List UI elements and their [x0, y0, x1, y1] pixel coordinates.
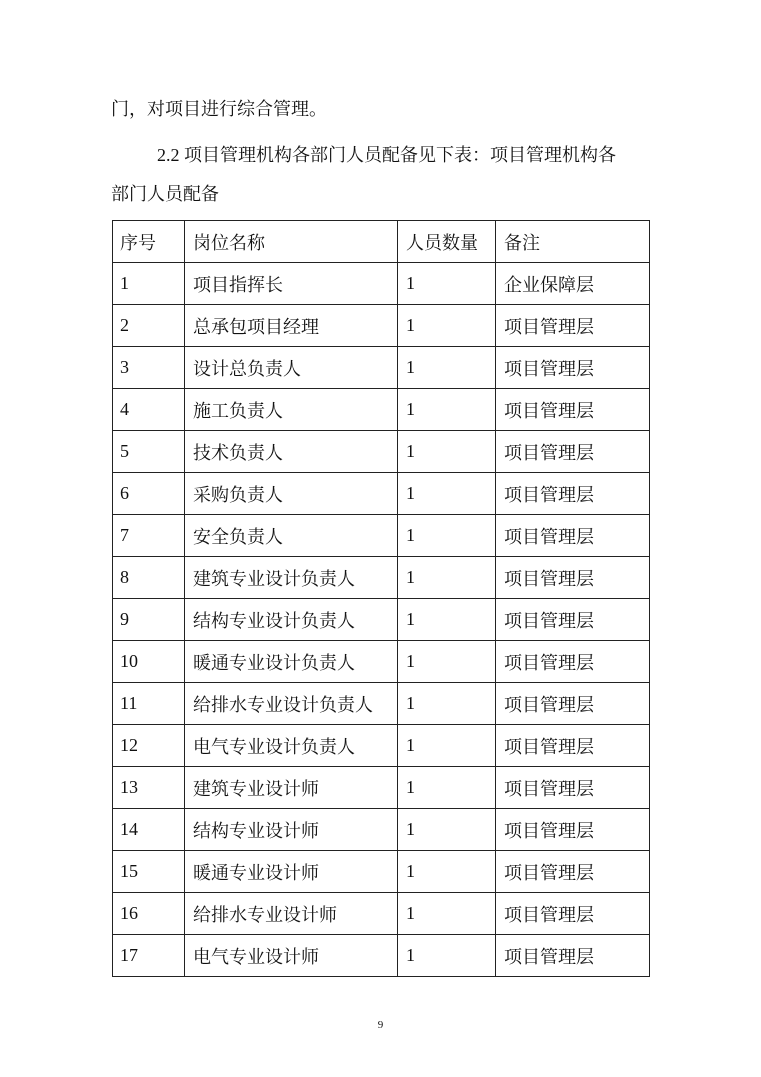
cell-count: 1: [398, 263, 496, 305]
cell-position: 给排水专业设计师: [185, 893, 398, 935]
table-row: [113, 431, 650, 473]
cell-remark: 项目管理层: [496, 347, 650, 389]
body-text-line-2: 2.2 项目管理机构各部门人员配备见下表：项目管理机构各: [157, 145, 616, 165]
table-row: [113, 305, 650, 347]
cell-count: 1: [398, 305, 496, 347]
cell-count: 1: [398, 725, 496, 767]
table-row: [113, 389, 650, 431]
cell-count: 1: [398, 767, 496, 809]
cell-count: 1: [398, 557, 496, 599]
cell-position: 建筑专业设计师: [185, 767, 398, 809]
table-row: [113, 599, 650, 641]
cell-remark: 项目管理层: [496, 389, 650, 431]
cell-position: 电气专业设计师: [185, 935, 398, 977]
cell-count: 1: [398, 473, 496, 515]
staff-table: [112, 220, 650, 977]
table-row: [113, 683, 650, 725]
table-row: [113, 767, 650, 809]
cell-index: 11: [113, 683, 185, 725]
cell-remark: 项目管理层: [496, 473, 650, 515]
header-cell-index: 序号: [113, 221, 185, 263]
table-row: [113, 725, 650, 767]
cell-index: 8: [113, 557, 185, 599]
cell-remark: 项目管理层: [496, 515, 650, 557]
cell-position: 暖通专业设计师: [185, 851, 398, 893]
cell-count: 1: [398, 347, 496, 389]
cell-position: 设计总负责人: [185, 347, 398, 389]
cell-remark: 企业保障层: [496, 263, 650, 305]
cell-position: 总承包项目经理: [185, 305, 398, 347]
cell-remark: 项目管理层: [496, 767, 650, 809]
cell-position: 建筑专业设计负责人: [185, 557, 398, 599]
cell-index: 14: [113, 809, 185, 851]
cell-count: 1: [398, 683, 496, 725]
cell-remark: 项目管理层: [496, 935, 650, 977]
cell-remark: 项目管理层: [496, 599, 650, 641]
page-number: 9: [377, 1019, 384, 1031]
cell-remark: 项目管理层: [496, 809, 650, 851]
cell-count: 1: [398, 809, 496, 851]
cell-remark: 项目管理层: [496, 305, 650, 347]
table-row: [113, 557, 650, 599]
cell-index: 1: [113, 263, 185, 305]
cell-index: 9: [113, 599, 185, 641]
cell-position: 结构专业设计师: [185, 809, 398, 851]
cell-count: 1: [398, 893, 496, 935]
table-caption: 部门人员配备: [111, 184, 219, 204]
cell-index: 3: [113, 347, 185, 389]
cell-remark: 项目管理层: [496, 557, 650, 599]
cell-count: 1: [398, 599, 496, 641]
cell-position: 电气专业设计负责人: [185, 725, 398, 767]
cell-position: 暖通专业设计负责人: [185, 641, 398, 683]
table-row: [113, 851, 650, 893]
cell-position: 项目指挥长: [185, 263, 398, 305]
table-row: [113, 641, 650, 683]
table-row: [113, 809, 650, 851]
cell-count: 1: [398, 431, 496, 473]
body-text-line-1: 门，对项目进行综合管理。: [111, 99, 327, 119]
table-row: [113, 893, 650, 935]
cell-count: 1: [398, 515, 496, 557]
cell-remark: 项目管理层: [496, 431, 650, 473]
cell-remark: 项目管理层: [496, 893, 650, 935]
cell-index: 12: [113, 725, 185, 767]
cell-index: 10: [113, 641, 185, 683]
cell-index: 7: [113, 515, 185, 557]
cell-position: 技术负责人: [185, 431, 398, 473]
cell-remark: 项目管理层: [496, 725, 650, 767]
cell-index: 4: [113, 389, 185, 431]
table-row: [113, 347, 650, 389]
cell-index: 17: [113, 935, 185, 977]
cell-position: 采购负责人: [185, 473, 398, 515]
cell-position: 结构专业设计负责人: [185, 599, 398, 641]
cell-remark: 项目管理层: [496, 851, 650, 893]
cell-count: 1: [398, 641, 496, 683]
cell-remark: 项目管理层: [496, 683, 650, 725]
cell-position: 安全负责人: [185, 515, 398, 557]
header-cell-count: 人员数量: [398, 221, 496, 263]
cell-remark: 项目管理层: [496, 641, 650, 683]
header-cell-remark: 备注: [496, 221, 650, 263]
table-header-row: [113, 221, 650, 263]
cell-index: 15: [113, 851, 185, 893]
cell-position: 给排水专业设计负责人: [185, 683, 398, 725]
table-row: [113, 935, 650, 977]
cell-index: 5: [113, 431, 185, 473]
cell-count: 1: [398, 935, 496, 977]
header-cell-position: 岗位名称: [185, 221, 398, 263]
cell-count: 1: [398, 851, 496, 893]
cell-index: 6: [113, 473, 185, 515]
cell-position: 施工负责人: [185, 389, 398, 431]
cell-index: 2: [113, 305, 185, 347]
cell-index: 16: [113, 893, 185, 935]
cell-count: 1: [398, 389, 496, 431]
table-row: [113, 473, 650, 515]
cell-index: 13: [113, 767, 185, 809]
table-row: [113, 515, 650, 557]
table-row: [113, 263, 650, 305]
